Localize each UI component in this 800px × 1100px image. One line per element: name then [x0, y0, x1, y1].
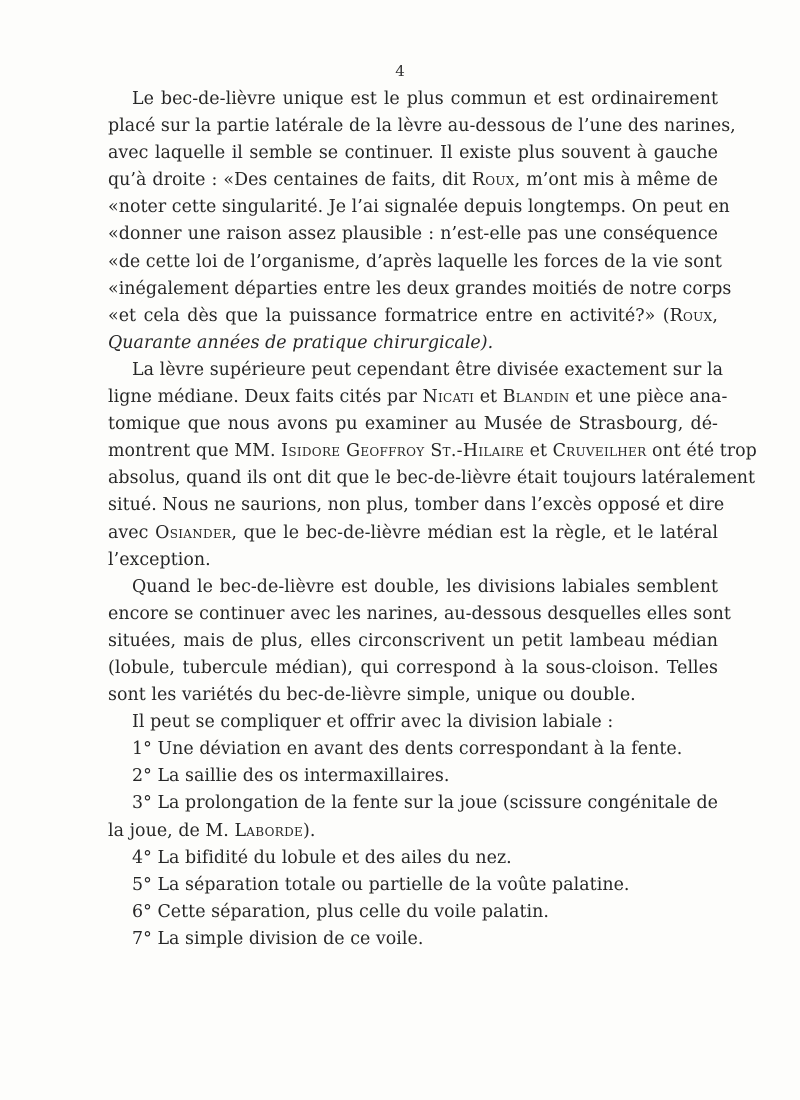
- text-line: [108, 303, 718, 330]
- author-name: Cruveilher: [552, 441, 647, 462]
- text-run: , que le bec-de-lièvre médian est la règle, et le latéral: [231, 522, 718, 543]
- text-line: «donner une raison assez plausible : n’est-elle pas une conséquence: [108, 224, 718, 245]
- complication-list: [108, 736, 718, 953]
- paragraph-1: [108, 86, 736, 357]
- paragraph-2: [108, 357, 757, 574]
- text-line: tomique que nous avons pu examiner au Musée de Strasbourg, dé-: [108, 414, 718, 435]
- text-line: [108, 438, 757, 465]
- text-line: [108, 384, 728, 411]
- text-line: situées, mais de plus, elles circonscrivent un petit lambeau médian: [108, 630, 718, 651]
- list-item-continuation: [108, 818, 718, 845]
- text-run: avec: [108, 522, 156, 543]
- list-item: 7° La simple division de ce voile.: [132, 928, 424, 949]
- text-line: Le bec-de-lièvre unique est le plus commun et est ordinairement: [132, 89, 718, 109]
- paragraph-3: [108, 574, 731, 709]
- author-name: Blandin: [502, 387, 570, 408]
- text-line: (lobule, tubercule médian), qui correspond à la sous-cloison. Telles: [108, 657, 718, 678]
- text-line: encore se continuer avec les narines, au-dessous desquelles elles sont: [108, 603, 731, 624]
- text-line: [108, 520, 718, 547]
- list-item: 5° La séparation totale ou partielle de la voûte palatine.: [132, 874, 630, 895]
- text-run: montrent que MM.: [108, 441, 282, 462]
- text-line: «inégalement départies entre les deux grandes moitiés de notre corps: [108, 278, 732, 299]
- list-item: 4° La bifidité du lobule et des ailes du nez.: [132, 847, 512, 868]
- list-item: 1° Une déviation en avant des dents correspondant à la fente.: [132, 739, 683, 760]
- page-number: 4: [395, 62, 405, 80]
- text-run: et une pièce ana-: [569, 387, 728, 408]
- text-line: placé sur la partie latérale de la lèvre au-dessous de l’une des narines,: [108, 116, 736, 137]
- list-item: 6° Cette séparation, plus celle du voile palatin.: [132, 901, 549, 922]
- author-name: Roux: [471, 170, 515, 191]
- list-item: 2° La saillie des os intermaxillaires.: [132, 766, 450, 787]
- text-line: [108, 167, 718, 194]
- text-run: qu’à droite : «Des centaines de faits, dit: [108, 170, 472, 191]
- text-line: Il peut se compliquer et offrir avec la division labiale :: [132, 712, 614, 733]
- body-text: [108, 86, 757, 953]
- text-run: la joue, de M.: [108, 820, 235, 841]
- text-run: ,: [712, 305, 718, 326]
- paragraph-4: [108, 709, 718, 736]
- author-name: Isidore Geoffroy St.-Hilaire: [281, 441, 525, 462]
- text-run: ont été trop: [646, 441, 757, 462]
- book-title: Quarante années de pratique chirurgicale).: [108, 332, 494, 353]
- author-name: Osiander: [155, 522, 232, 543]
- text-line: l’exception.: [108, 549, 211, 570]
- text-run: , m’ont mis à même de: [514, 170, 718, 191]
- text-run: ).: [303, 820, 316, 841]
- author-name: Nicati: [422, 387, 475, 408]
- author-name: Roux: [669, 305, 713, 326]
- list-item: 3° La prolongation de la fente sur la joue (scissure congénitale de: [132, 793, 718, 814]
- text-run: ligne médiane. Deux faits cités par: [108, 387, 423, 408]
- text-run: et: [474, 387, 503, 408]
- text-line: sont les variétés du bec-de-lièvre simple, unique ou double.: [108, 685, 636, 706]
- text-line: «de cette loi de l’organisme, d’après laquelle les forces de la vie sont: [108, 251, 722, 272]
- author-name: Laborde: [234, 820, 304, 841]
- text-line: La lèvre supérieure peut cependant être divisée exactement sur la: [132, 359, 723, 380]
- text-line: situé. Nous ne saurions, non plus, tomber dans l’excès opposé et dire: [108, 495, 725, 516]
- text-line: «noter cette singularité. Je l’ai signalée depuis longtemps. On peut en: [108, 197, 730, 218]
- text-line: avec laquelle il semble se continuer. Il existe plus souvent à gauche: [108, 143, 718, 164]
- text-line: Quand le bec-de-lièvre est double, les divisions labiales semblent: [132, 576, 718, 597]
- text-line: absolus, quand ils ont dit que le bec-de-lièvre était toujours latéralement: [108, 468, 756, 489]
- text-run: «et cela dès que la puissance formatrice entre en activité?» (: [108, 305, 670, 326]
- text-run: et: [524, 441, 553, 462]
